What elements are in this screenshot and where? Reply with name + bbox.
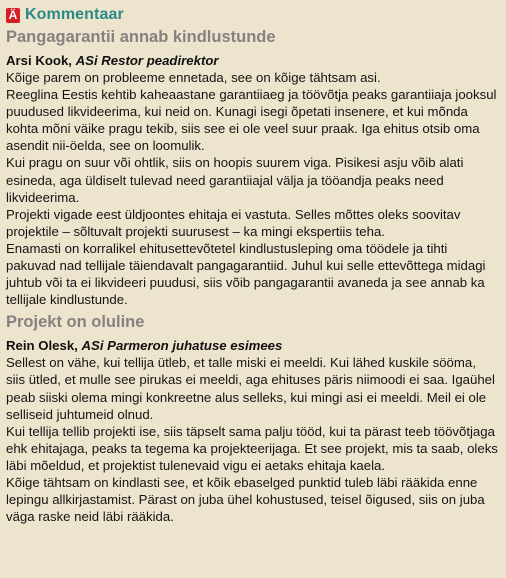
paragraph: Projekti vigade eest üldjoontes ehitaja ei vastuta. Selles mõttes oleks soovitav projektile – sõltuvalt projekti suurusest – ka mingi ekspertiis teha. — [6, 206, 461, 239]
paragraph: Reeglina Eestis kehtib kaheaastane garantiiaeg ja töövõtja peaks garantiiaja jooksul puudused likvideerima, kui neid on. Kunagi isegi õpetati insenere, et kui mõnda kohta mõni väike pragu tekib, siis see ei ole veel suur praak. Iga ehitus otsib oma asendit nii-öelda, see on loomulik. — [6, 87, 497, 154]
paragraph: Kui pragu on suur või ohtlik, siis on hoopis suurem viga. Pisikesi asju võib alati esineda, aga üldiselt tulevad need garantiiajal välja ja tööandja peaks need likvideerima. — [6, 155, 464, 205]
section-heading: Pangagarantii annab kindlustunde — [6, 28, 276, 46]
paragraph: Kõige parem on probleeme ennetada, see on kõige tähtsam asi. — [6, 70, 381, 85]
section-kicker: Kommentaar — [25, 6, 124, 23]
paragraph: Kõige tähtsam on kindlasti see, et kõik ebaselged punktid tuleb läbi rääkida enne lepingu allkirjastamist. Pärast on juba ühel kohustused, teisel õigused, siis on juba väga raske neid läbi rääkida. — [6, 474, 485, 525]
paragraph: Enamasti on korralikel ehitusettevõtetel kindlustusleping oma töödele ja tihti pakuvad nad tellijale täiendavalt pangagarantiid. Juhul kui selle ettevõttega midagi juhtub või ta ei likvideeri puudusi, siis võib pangagarantii avaneda ja see annab ka tellijale kindlustunde. — [6, 240, 486, 308]
author-name: Rein Olesk, — [6, 338, 78, 354]
paragraph: Sellest on vähe, kui tellija ütleb, et talle miski ei meeldi. Kui lähed kuskile sööma, siis ütled, et mulle see pirukas ei meeldi, aga ehituses päris niimoodi ei saa. Igaühel peab siiski olema mingi konkreetne alus selleks, kui mingi asi ei meeldi. Meil ei ole selliseid juhtumeid olnud. — [6, 355, 495, 422]
author-line — [6, 52, 498, 69]
author-role: ASi Restor peadirektor — [75, 53, 219, 68]
section-heading: Projekt on oluline — [6, 313, 145, 332]
author-name: Arsi Kook, — [6, 53, 72, 68]
author-line — [6, 337, 498, 354]
commentary-header — [6, 4, 498, 26]
author-role: ASi Parmeron juhatuse esimees — [81, 338, 283, 354]
paragraph: Kui tellija tellib projekti ise, siis täpselt sama palju tööd, kui ta pärast teeb töövõtjaga ehk ehitajaga, peaks ta tegema ka projekteerijaga. Et see projekt, mis ta saab, oleks läbi mõeldud, et projektist tulenevaid vigu ei aetaks ehitaja kaela. — [6, 423, 498, 473]
publication-logo-icon: Ä — [6, 8, 20, 23]
